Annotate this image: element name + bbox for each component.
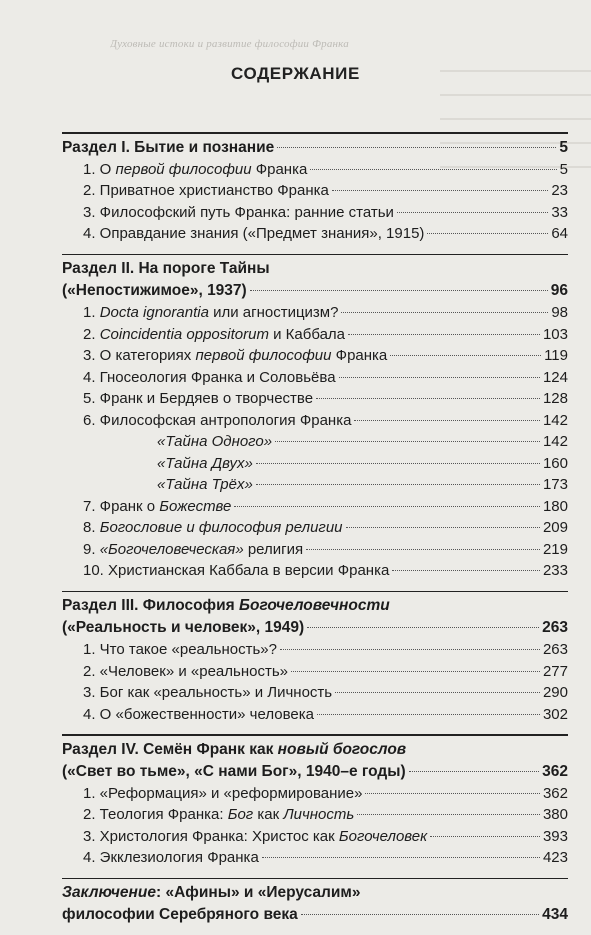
toc-entry-title: («Реальность и человек», 1949) (62, 619, 305, 636)
page-number: 5 (559, 138, 568, 156)
header-bleed-text: Духовные истоки и развитие философии Франка (110, 38, 349, 50)
page-number: 96 (550, 282, 568, 299)
toc-entry-title: «Тайна Двух» (157, 454, 253, 472)
dot-leader (262, 857, 540, 858)
page-number: 393 (542, 827, 568, 845)
page-number: 142 (542, 433, 568, 450)
page-number: 290 (542, 684, 568, 701)
toc-entry-title: 9. «Богочеловеческая» религия (83, 540, 304, 558)
toc-entry (62, 410, 568, 432)
page-number: 233 (542, 562, 568, 579)
toc-entry (62, 180, 568, 202)
dot-leader (250, 290, 548, 291)
dot-leader (354, 420, 540, 421)
toc-entry (62, 388, 568, 410)
toc-entry (62, 159, 568, 181)
dot-leader (346, 527, 540, 528)
section-heading-row (62, 137, 568, 159)
dot-leader (348, 334, 540, 335)
toc-entry-title: 1. Docta ignorantia или агностицизм? (83, 304, 339, 321)
dot-leader (430, 836, 540, 837)
toc-entry-title: 3. Христология Франка: Христос как Богочеловек (83, 827, 428, 845)
toc-entry (62, 704, 568, 726)
toc-entry-title: «Тайна Одного» (157, 433, 273, 450)
dot-leader (280, 649, 540, 650)
toc-entry (62, 474, 568, 496)
toc-entry-title: 2. «Человек» и «реальность» (83, 662, 288, 680)
page-number: 98 (551, 304, 568, 321)
section-rule (62, 878, 568, 880)
page-number: 362 (542, 762, 568, 780)
section-rule (62, 132, 568, 134)
toc-entry-title: 10. Христианская Каббала в версии Франка (83, 562, 390, 579)
dot-leader (256, 484, 540, 485)
page-number: 263 (542, 641, 568, 658)
dot-leader (275, 441, 540, 442)
page-number: 180 (542, 497, 568, 515)
page-number: 423 (542, 849, 568, 866)
toc-entry-title: 5. Франк и Бердяев о творчестве (83, 390, 314, 407)
section-heading-row (62, 617, 568, 639)
page-number: 209 (542, 519, 568, 536)
toc-entry-title: 2. Теология Франка: Бог как Личность (83, 806, 355, 823)
dot-leader (307, 627, 539, 628)
toc-entry (62, 539, 568, 561)
toc-section (62, 132, 568, 245)
page-number: 119 (544, 347, 568, 364)
dot-leader (301, 914, 539, 915)
page-number: 362 (542, 784, 568, 802)
toc-entry-title: 1. Что такое «реальность»? (83, 641, 277, 658)
toc-entry (62, 804, 568, 826)
section-heading-row (62, 280, 568, 302)
dot-leader (341, 312, 548, 313)
section-heading: Раздел IV. Семён Франк как новый богослов (62, 740, 407, 758)
dot-leader (335, 692, 540, 693)
dot-leader (316, 398, 540, 399)
toc-entry (62, 345, 568, 367)
page-number: 380 (542, 806, 568, 823)
dot-leader (409, 771, 539, 772)
toc-entry (62, 639, 568, 661)
toc-entry-title: 2. Приватное христианство Франка (83, 182, 329, 199)
toc-entry (62, 324, 568, 346)
page-number: 219 (542, 540, 568, 558)
toc-section (62, 878, 568, 927)
toc-entry-title: 7. Франк о Божестве (83, 497, 232, 515)
toc-entry-title: 3. Бог как «реальность» и Личность (83, 684, 333, 701)
toc-entry-title: 3. О категориях первой философии Франка (83, 347, 388, 364)
toc-entry (62, 560, 568, 582)
toc-entry-title: 2. Coincidentia oppositorum и Каббала (83, 325, 346, 343)
section-heading-row (62, 904, 568, 926)
dot-leader (234, 506, 540, 507)
toc-entry (62, 367, 568, 389)
toc-section (62, 734, 568, 869)
dot-leader (277, 147, 556, 148)
section-rule (62, 734, 568, 736)
dot-leader (332, 190, 548, 191)
section-heading-row (62, 761, 568, 783)
section-rule (62, 254, 568, 256)
toc-entry (62, 682, 568, 704)
toc-entry (62, 517, 568, 539)
dot-leader (365, 793, 540, 794)
toc-entry-title: («Свет во тьме», «С нами Бог», 1940–е годы) (62, 762, 406, 780)
toc-entry (62, 202, 568, 224)
page-title: СОДЕРЖАНИЕ (231, 64, 360, 83)
toc-entry (62, 783, 568, 805)
toc-entry-title: Раздел I. Бытие и познание (62, 138, 275, 156)
toc-entry-title: 1. О первой философии Франка (83, 160, 308, 178)
dot-leader (339, 377, 540, 378)
page-number: 173 (542, 476, 568, 493)
toc-entry-title: 4. Оправдание знания («Предмет знания», 1915) (83, 225, 425, 242)
page-number: 263 (542, 619, 568, 636)
page-number: 64 (551, 225, 568, 242)
toc-entry (62, 661, 568, 683)
section-rule (62, 591, 568, 593)
toc-entry (62, 431, 568, 453)
dot-leader (317, 714, 540, 715)
dot-leader (390, 355, 541, 356)
dot-leader (392, 570, 540, 571)
page-number: 103 (542, 325, 568, 343)
dot-leader (357, 814, 540, 815)
toc-entry (62, 847, 568, 869)
toc-entry-title: 6. Философская антропология Франка (83, 411, 352, 429)
dot-leader (306, 549, 540, 550)
toc-entry (62, 453, 568, 475)
section-heading: Заключение: «Афины» и «Иерусалим» (62, 884, 361, 901)
page-number: 302 (542, 705, 568, 723)
toc-entry-title: 4. Гносеология Франка и Соловьёва (83, 368, 336, 386)
toc-entry (62, 223, 568, 245)
section-heading: Раздел III. Философия Богочеловечности (62, 597, 390, 614)
toc-entry-title: 8. Богословие и философия религии (83, 519, 343, 536)
dot-leader (397, 212, 548, 213)
section-heading: Раздел II. На пороге Тайны (62, 260, 270, 277)
toc-entry-title: философии Серебряного века (62, 906, 298, 923)
dot-leader (310, 169, 556, 170)
toc-entry (62, 302, 568, 324)
table-of-contents (62, 132, 568, 935)
page-number: 160 (542, 454, 568, 472)
toc-entry-title: 1. «Реформация» и «реформирование» (83, 784, 363, 802)
page-number: 124 (542, 368, 568, 386)
dot-leader (256, 463, 540, 464)
toc-entry (62, 496, 568, 518)
toc-entry-title: («Непостижимое», 1937) (62, 282, 247, 299)
page-number: 33 (551, 203, 568, 221)
dot-leader (427, 233, 548, 234)
toc-entry-title: 4. О «божественности» человека (83, 705, 314, 723)
page-number: 277 (542, 662, 568, 680)
page-number: 23 (551, 182, 568, 199)
page-number: 5 (559, 160, 568, 178)
page-number: 142 (542, 411, 568, 429)
toc-section (62, 254, 568, 582)
page-number: 434 (542, 906, 568, 923)
toc-section (62, 591, 568, 726)
toc-entry-title: 4. Экклезиология Франка (83, 849, 259, 866)
dot-leader (291, 671, 540, 672)
toc-entry (62, 826, 568, 848)
toc-entry-title: 3. Философский путь Франка: ранние статьи (83, 203, 394, 221)
toc-entry-title: «Тайна Трёх» (157, 476, 253, 493)
page-number: 128 (542, 390, 568, 407)
